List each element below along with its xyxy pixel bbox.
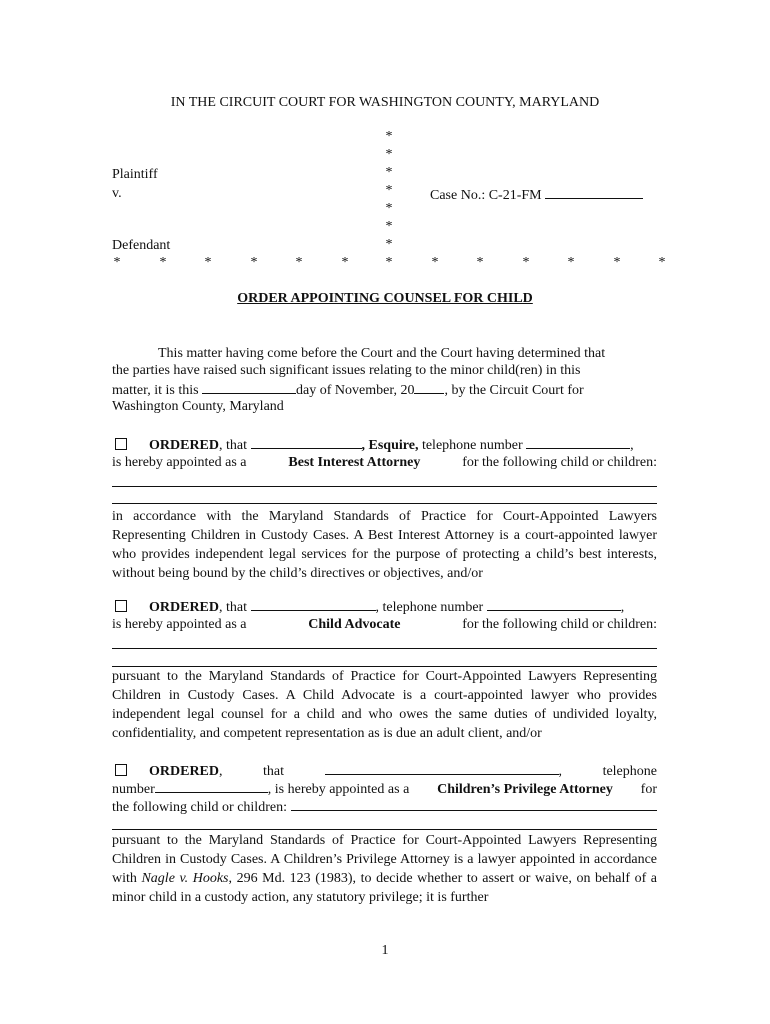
intro-line-3 — [112, 380, 584, 400]
cpa-appointed-line — [112, 779, 657, 799]
versus-label: v. — [112, 186, 122, 201]
caption-star: * — [613, 255, 621, 270]
ca-description: pursuant to the Maryland Standards of Practice for Court-Appointed Lawyers Representing Children in Custody Cases. A Child Advocate is a court-appointed lawyer who provides independent legal counsel for a child and who owes the same duties of undivided loyalty, confidentiality, and competent representation as is due an adult client, and/or — [112, 669, 657, 741]
ca-checkbox[interactable] — [115, 600, 127, 612]
bia-children-blank-2[interactable] — [112, 503, 657, 504]
bia-description: in accordance with the Maryland Standards of Practice for Court-Appointed Lawyers Representing Children in Custody Cases. A Best Interest Attorney is a court-appointed lawyer who provides independent legal services for the purpose of protecting a child’s best interests, without being bound by the child’s directives or objectives, and/or — [112, 509, 657, 581]
bia-attorney-name-blank[interactable] — [251, 435, 362, 449]
bia-children-blank-1[interactable] — [112, 486, 657, 487]
caption-star: * — [159, 255, 167, 270]
caption-star: * — [658, 255, 666, 270]
order-text: for the following child or children: — [462, 455, 657, 470]
intro-text: day of November, 20 — [296, 383, 415, 398]
role-child-advocate: Child Advocate — [308, 617, 401, 632]
order-text: , — [219, 764, 223, 779]
caption-star: * — [204, 255, 212, 270]
order-text: , that — [219, 438, 248, 453]
caption-star: * — [385, 201, 393, 216]
ca-attorney-name-blank[interactable] — [251, 597, 376, 611]
ca-telephone-blank[interactable] — [487, 597, 621, 611]
role-childrens-privilege-attorney: Children’s Privilege Attorney — [437, 782, 613, 797]
case-citation: Nagle v. Hooks — [141, 871, 229, 886]
court-heading: IN THE CIRCUIT COURT FOR WASHINGTON COUNTY, MARYLAND — [170, 95, 600, 110]
order-text: number — [112, 782, 155, 797]
case-number-blank[interactable] — [545, 185, 643, 199]
plaintiff-label: Plaintiff — [112, 167, 158, 182]
order-text: telephone — [602, 764, 657, 779]
cpa-children-blank-2[interactable] — [112, 829, 657, 830]
cpa-checkbox[interactable] — [115, 764, 127, 776]
intro-line-2: the parties have raised such significant issues relating to the minor child(ren) in this — [112, 363, 581, 378]
ca-appointed-line — [112, 616, 657, 634]
caption-star: * — [385, 219, 393, 234]
cpa-description-text: pursuant to the Maryland Standards of Practice for Court-Appointed Lawyers Representing Children in Custody Cases. A Children’s Privilege Attorney is a lawyer appointed in accordance with — [112, 833, 657, 886]
caption-star: * — [113, 255, 121, 270]
order-text: , — [558, 764, 563, 779]
caption-star: * — [341, 255, 349, 270]
ca-order-line — [115, 597, 624, 617]
intro-line-4: Washington County, Maryland — [112, 399, 284, 414]
caption-star: * — [385, 129, 393, 144]
caption-star: * — [385, 183, 393, 198]
caption-star: * — [295, 255, 303, 270]
day-blank[interactable] — [202, 380, 296, 394]
ordered-label: ORDERED — [149, 600, 220, 615]
year-blank[interactable] — [414, 380, 444, 394]
order-text: , that — [219, 600, 248, 615]
cpa-children-blank-1[interactable] — [291, 797, 657, 811]
bia-telephone-blank[interactable] — [526, 435, 630, 449]
cpa-attorney-name-blank[interactable] — [325, 761, 559, 775]
cpa-telephone-blank[interactable] — [155, 779, 268, 793]
intro-line-1: This matter having come before the Court and the Court having determined that — [158, 346, 606, 361]
case-number — [430, 185, 643, 205]
order-text: is hereby appointed as a — [112, 455, 247, 470]
order-text: is hereby appointed as a — [112, 617, 247, 632]
role-best-interest-attorney: Best Interest Attorney — [288, 455, 421, 470]
caption-star: * — [522, 255, 530, 270]
cpa-description — [112, 831, 657, 907]
ca-children-blank-1[interactable] — [112, 648, 657, 649]
caption-star: * — [385, 165, 393, 180]
caption-star: * — [431, 255, 439, 270]
caption-star: * — [385, 237, 393, 252]
page-number: 1 — [381, 943, 389, 958]
order-text: , telephone number — [375, 600, 484, 615]
order-text: , is hereby appointed as a — [267, 782, 410, 797]
caption-star: * — [385, 255, 393, 270]
case-number-label: Case No.: C-21-FM — [430, 188, 542, 203]
order-text: that — [263, 764, 285, 779]
defendant-label: Defendant — [112, 238, 171, 253]
cpa-order-line — [112, 761, 657, 781]
cpa-children-line — [112, 797, 657, 817]
ordered-label: ORDERED — [149, 764, 220, 779]
bia-order-line — [115, 435, 634, 455]
caption-star: * — [567, 255, 575, 270]
order-text: for — [640, 782, 657, 797]
order-text: for the following child or children: — [462, 617, 657, 632]
esquire-label: , Esquire, — [361, 438, 419, 453]
caption-star: * — [250, 255, 258, 270]
caption-star: * — [476, 255, 484, 270]
order-text: telephone number — [418, 438, 523, 453]
intro-text: matter, it is this — [112, 383, 199, 398]
caption-star: * — [385, 147, 393, 162]
bia-appointed-line — [112, 454, 657, 472]
cpa-description-text: , 296 Md. 123 (1983), to decide whether to assert or waive, on behalf of a minor child in a custody action, any statutory privilege; it is further — [112, 871, 658, 905]
bia-checkbox[interactable] — [115, 438, 127, 450]
intro-text: , by the Circuit Court for — [444, 383, 584, 398]
order-text: , — [620, 600, 625, 615]
ordered-label: ORDERED — [149, 438, 220, 453]
order-text: , — [630, 438, 634, 453]
order-text: the following child or children: — [112, 800, 287, 815]
document-title: ORDER APPOINTING COUNSEL FOR CHILD — [237, 291, 533, 306]
